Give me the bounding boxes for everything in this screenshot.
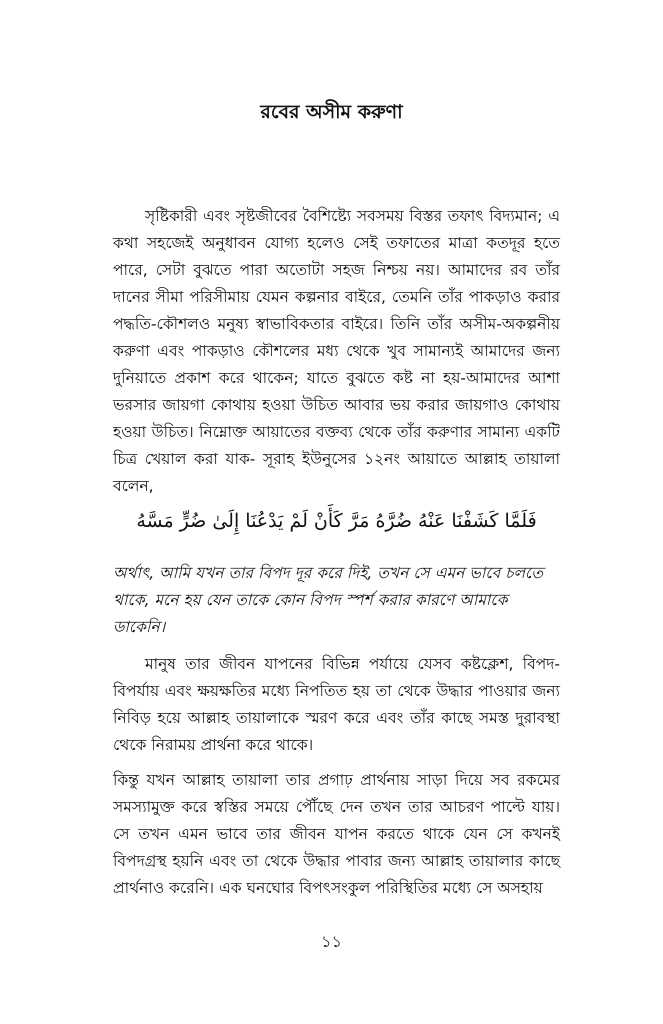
verse-translation: অর্থাৎ, আমি যখন তার বিপদ দূর করে দিই, তখন সে এমন ভাবে চলতে থাকে, মনে হয় যেন তাকে কোন বিপদ স্পর্শ করার কারণে আমাকে ডাকেনি।: [113, 564, 543, 636]
body-paragraph-2: মানুষ তার জীবন যাপনের বিভিন্ন পর্যায়ে যেসব কষ্টক্লেশ, বিপদ-বিপর্যায় এবং ক্ষয়ক্ষতির মধ্যে নিপতিত হয় তা থেকে উদ্ধার পাওয়ার জন্য নিবিড় হয়ে আল্লাহ তায়ালাকে স্মরণ করে এবং তাঁর কাছে সমস্ত দুরাবস্থা থেকে নিরাময় প্রার্থনা করে থাকে।: [113, 655, 560, 754]
page-number: ১১: [321, 932, 342, 951]
page-title: রবের অসীম করুণা: [260, 101, 403, 123]
quran-verse-arabic: فَلَمَّا كَشَفْنَا عَنْهُ ضُرَّهُ مَرَّ كَأَنْ لَمْ يَدْعُنَا إِلَىٰ ضُرٍّ مَسَّهُ: [136, 510, 537, 532]
body-paragraph-3: কিন্তু যখন আল্লাহ তায়ালা তার প্রগাঢ় প্রার্থনায় সাড়া দিয়ে সব রকমের সমস্যামুক্ত করে স্বস্তির সময়ে পৌঁছে দেন তখন তার আচরণ পাল্টে যায়। সে তখন এমন ভাবে তার জীবন যাপন করতে থাকে যেন সে কখনই বিপদগ্রস্থ হয়নি এবং তা থেকে উদ্ধার পাবার জন্য আল্লাহ তায়ালার কাছে প্রার্থনাও করেনি। এক ঘনঘোর বিপৎসংকুল পরিস্থিতির মধ্যে সে অসহায়: [113, 771, 560, 897]
body-paragraph-1: সৃষ্টিকারী এবং সৃষ্টজীবের বৈশিষ্ট্যে সবসময় বিস্তর তফাৎ বিদ্যমান; এ কথা সহজেই অনুধাবন যোগ্য হলেও সেই তফাতের মাত্রা কতদূর হতে পারে, সেটা বুঝতে পারা অতোটা সহজ নিশ্চয় নয়। আমাদের রব তাঁর দানের সীমা পরিসীমায় যেমন কল্পনার বাইরে, তেমনি তাঁর পাকড়াও করার পদ্ধতি-কৌশলও মনুষ্য স্বাভাবিকতার বাইরে। তিনি তাঁর অসীম-অকল্পনীয় করুণা এবং পাকড়াও কৌশলের মধ্য থেকে খুব সামান্যই আমাদের জন্য দুনিয়াতে প্রকাশ করে থাকেন; যাতে বুঝতে কষ্ট না হয়-আমাদের আশা ভরসার জায়গা কোথায় হওয়া উচিত আবার ভয় করার জায়গাও কোথায় হওয়া উচিত। নিম্নোক্ত আয়াতের বক্তব্য থেকে তাঁর করুণার সামান্য একটি চিত্র খেয়াল করা যাক- সূরাহ ইউনুসের ১২নং আয়াতে আল্লাহ তায়ালা বলেন,: [113, 207, 560, 495]
